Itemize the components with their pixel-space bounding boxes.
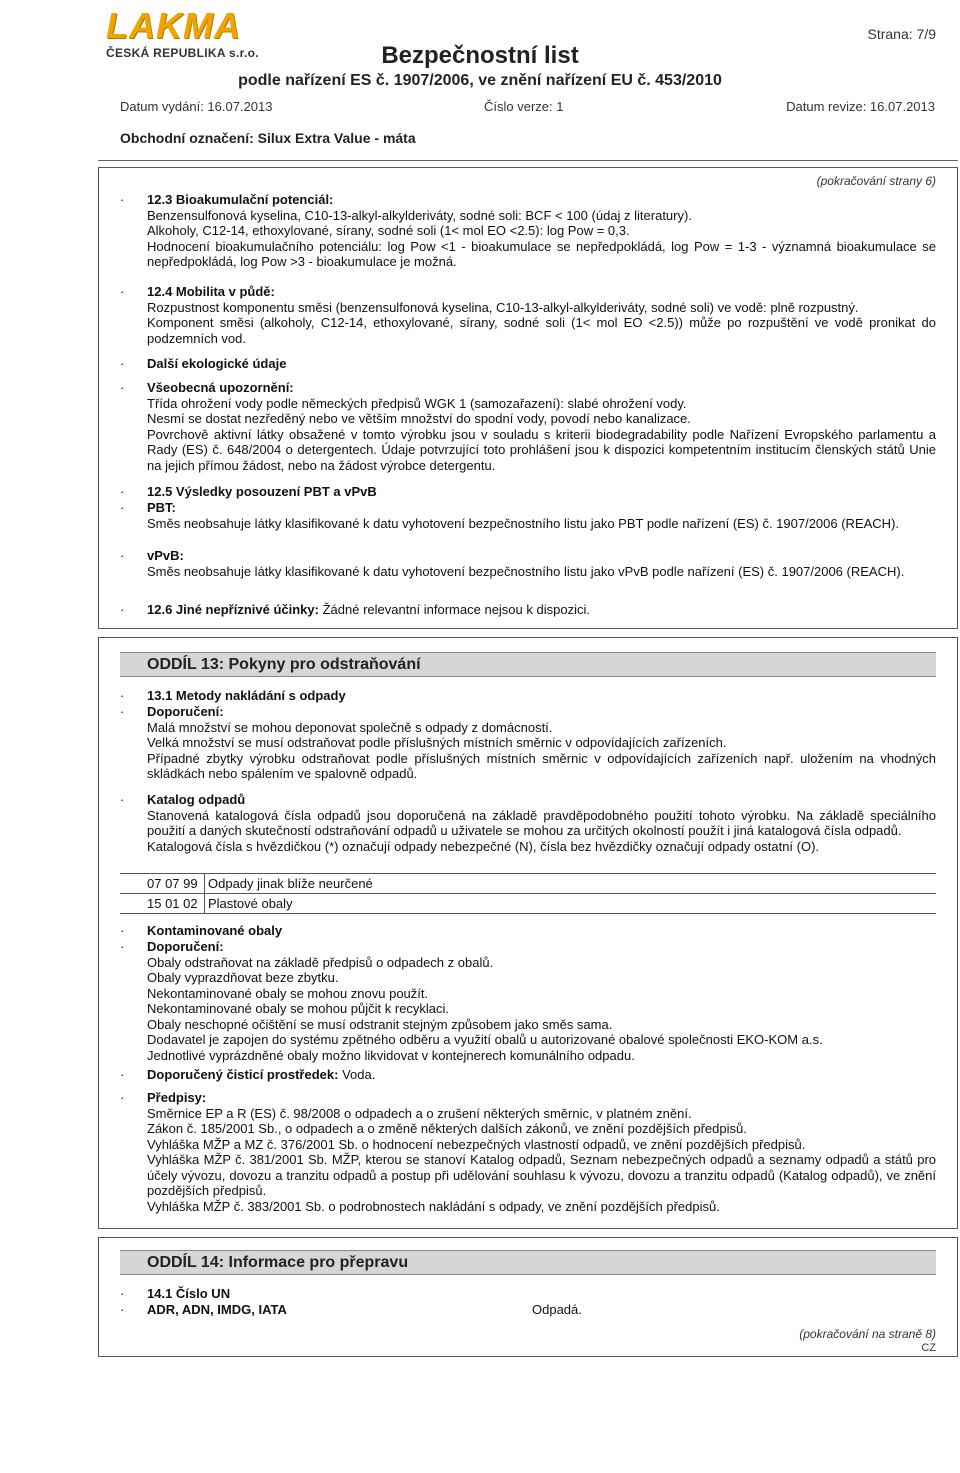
block-cleaning-agent: · Doporučený čisticí prostředek: Voda. — [120, 1067, 376, 1082]
block-other-eco: · Další ekologické údaje — [120, 356, 287, 371]
trade-name: Obchodní označení: Silux Extra Value - máta — [120, 130, 416, 146]
table-row: 07 07 99 Odpady jinak blíže neurčené — [120, 874, 936, 894]
block-waste-catalog: · Katalog odpadů Stanovená katalogová čísla odpadů jsou doporučená na základě pravděpodobného použití tohoto výrobku. Na základě speciálního použití a daných skutečností odstraňování odpadů u uživatele se mohou za určitých okolností použít i jiná katalogová čísla odpadů. Katalogová čísla s hvězdičkou (*) označují odpady nebezpečné (N), čísla bez hvězdičky označují odpady ostatní (O). — [120, 792, 936, 854]
block-14-1: · 14.1 Číslo UN — [120, 1286, 231, 1301]
version-number: Číslo verze: 1 — [484, 99, 564, 114]
block-regulations: · Předpisy: Směrnice EP a R (ES) č. 98/2008 o odpadech a o zrušení některých směrnic, v platném znění. Zákon č. 185/2001 Sb., o odpadech a o změně některých dalších zákonů, ve znění pozdějších předpisů. Vyhláška MŽP a MZ č. 376/2001 Sb. o hodnocení nebezpečných vlastností odpadů, ve znění pozdějších předpisů. Vyhláška MŽP č. 381/2001 Sb. MŽP, kterou se stanoví Katalog odpadů, Seznam nebezpečných odpadů a seznamy odpadů a států pro účely vývozu, dovozu a tranzitu odpadů a postup při udělování souhlasu k vývozu, dovozu a tranzitu odpadů (Katalog odpadů), ve znění pozdějších předpisů. Vyhláška MŽP č. 383/2001 Sb. o podrobnostech nakládání s odpady, ve znění pozdějších předpisů. — [120, 1090, 936, 1214]
block-12-5: · 12.5 Výsledky posouzení PBT a vPvB — [120, 484, 377, 499]
logo-subtitle: ČESKÁ REPUBLIKA s.r.o. — [106, 46, 259, 60]
document-subtitle: podle nařízení ES č. 1907/2006, ve znění nařízení EU č. 453/2010 — [238, 72, 722, 89]
block-recommendation: · Doporučení: Malá množství se mohou deponovat společně s odpady z domácností. Velká množství se musí odstraňovat podle příslušných místních směrnic v odpovídajících zařízeních. Případné zbytky výrobku odstraňovat podle příslušných místních směrnic v odpovídajících zařízeních např. uložením na vhodných skládkách nebo spálením ve spalovně odpadů. — [120, 704, 936, 781]
language-code: CZ — [921, 1342, 936, 1354]
page-number: Strana: 7/9 — [867, 26, 936, 42]
revision-date: Datum revize: 16.07.2013 — [786, 99, 935, 114]
section-13-heading: ODDÍL 13: Pokyny pro odstraňování — [120, 652, 936, 677]
block-12-3: · 12.3 Bioakumulační potenciál: Benzensulfonová kyselina, C10-13-alkyl-alkylderiváty, sodné soli: BCF < 100 (údaj z literatury). Alkoholy, C12-14, ethoxylované, sírany, sodné soli (1< mol EO <2.5): log Pow = 0,3. Hodnocení bioakumulačního potenciálu: log Pow <1 - bioakumulace se nepředpokládá, log Pow = 1-3 - významná bioakumulace se nepředpokládá, log Pow >3 - bioakumulace je možná. — [120, 192, 936, 269]
block-adr: · ADR, ADN, IMDG, IATA Odpadá. — [120, 1302, 582, 1317]
block-12-6: · 12.6 Jiné nepříznivé účinky: Žádné relevantní informace nejsou k dispozici. — [120, 602, 590, 617]
table-row: 15 01 02 Plastové obaly — [120, 894, 936, 914]
block-vpvb: · vPvB: Směs neobsahuje látky klasifikované k datu vyhotovení bezpečnostního listu jako vPvB podle nařízení (ES) č. 1907/2006 (REACH). — [120, 548, 905, 579]
block-packaging: · Kontaminované obaly — [120, 923, 283, 938]
block-packaging-recommendation: · Doporučení: Obaly odstraňovat na základě předpisů o odpadech z obalů. Obaly vyprazdňovat beze zbytku. Nekontaminované obaly se mohou znovu použít. Nekontaminované obaly se mohou půjčit k recyklaci. Obaly neschopné očištění se musí odstranit stejným způsobem jako směs sama. Dodavatel je zapojen do systému zpětného odběru a využití obalů u autorizované obalové společnosti EKO-KOM a.s. Jednotlivé vyprázdněné obaly možno likvidovat v kontejnerech komunálního odpadu. — [120, 939, 823, 1063]
issue-date: Datum vydání: 16.07.2013 — [120, 99, 273, 114]
header-divider — [98, 160, 958, 161]
continued-to: (pokračování na straně 8) — [799, 1327, 936, 1341]
block-pbt: · PBT: Směs neobsahuje látky klasifikované k datu vyhotovení bezpečnostního listu jako PBT podle nařízení (ES) č. 1907/2006 (REACH). — [120, 500, 900, 531]
section-14-heading: ODDÍL 14: Informace pro přepravu — [120, 1250, 936, 1275]
continued-from: (pokračování strany 6) — [816, 174, 936, 188]
logo-wordmark: LAKMA — [106, 5, 241, 46]
block-general-notes: · Všeobecná upozornění: Třída ohrožení vody podle německých předpisů WGK 1 (samozařazení): slabé ohrožení vody. Nesmí se dostat nezředěný nebo ve větším množství do spodní vody, povodí nebo kanalizace. Povrchově aktivní látky obsažené v tomto výrobku jsou v souladu s kriterii biodegradability podle Nařízení Evropského parlamentu a Rady (ES) č. 648/2004 o detergentech. Údaje potvrzující toto prohlášení jsou k dispozici kompetentním institucím členských států Unie na jejich přímou žádost, nebo na žádost výrobce detergentu. — [120, 380, 936, 473]
block-13-1: · 13.1 Metody nakládání s odpady — [120, 688, 346, 703]
waste-codes-table — [120, 873, 936, 914]
block-12-4: · 12.4 Mobilita v půdě: Rozpustnost komponentu směsi (benzensulfonová kyselina, C10-13-alkyl-alkylderiváty, sodné soli) ve vodě: plně rozpustný. Komponent směsi (alkoholy, C12-14, ethoxylované, sírany, sodné soli (1< mol EO <2.5)) může po rozpuštění ve vodě pronikat do podzemních vod. — [120, 284, 936, 346]
document-title: Bezpečnostní list — [381, 42, 579, 69]
